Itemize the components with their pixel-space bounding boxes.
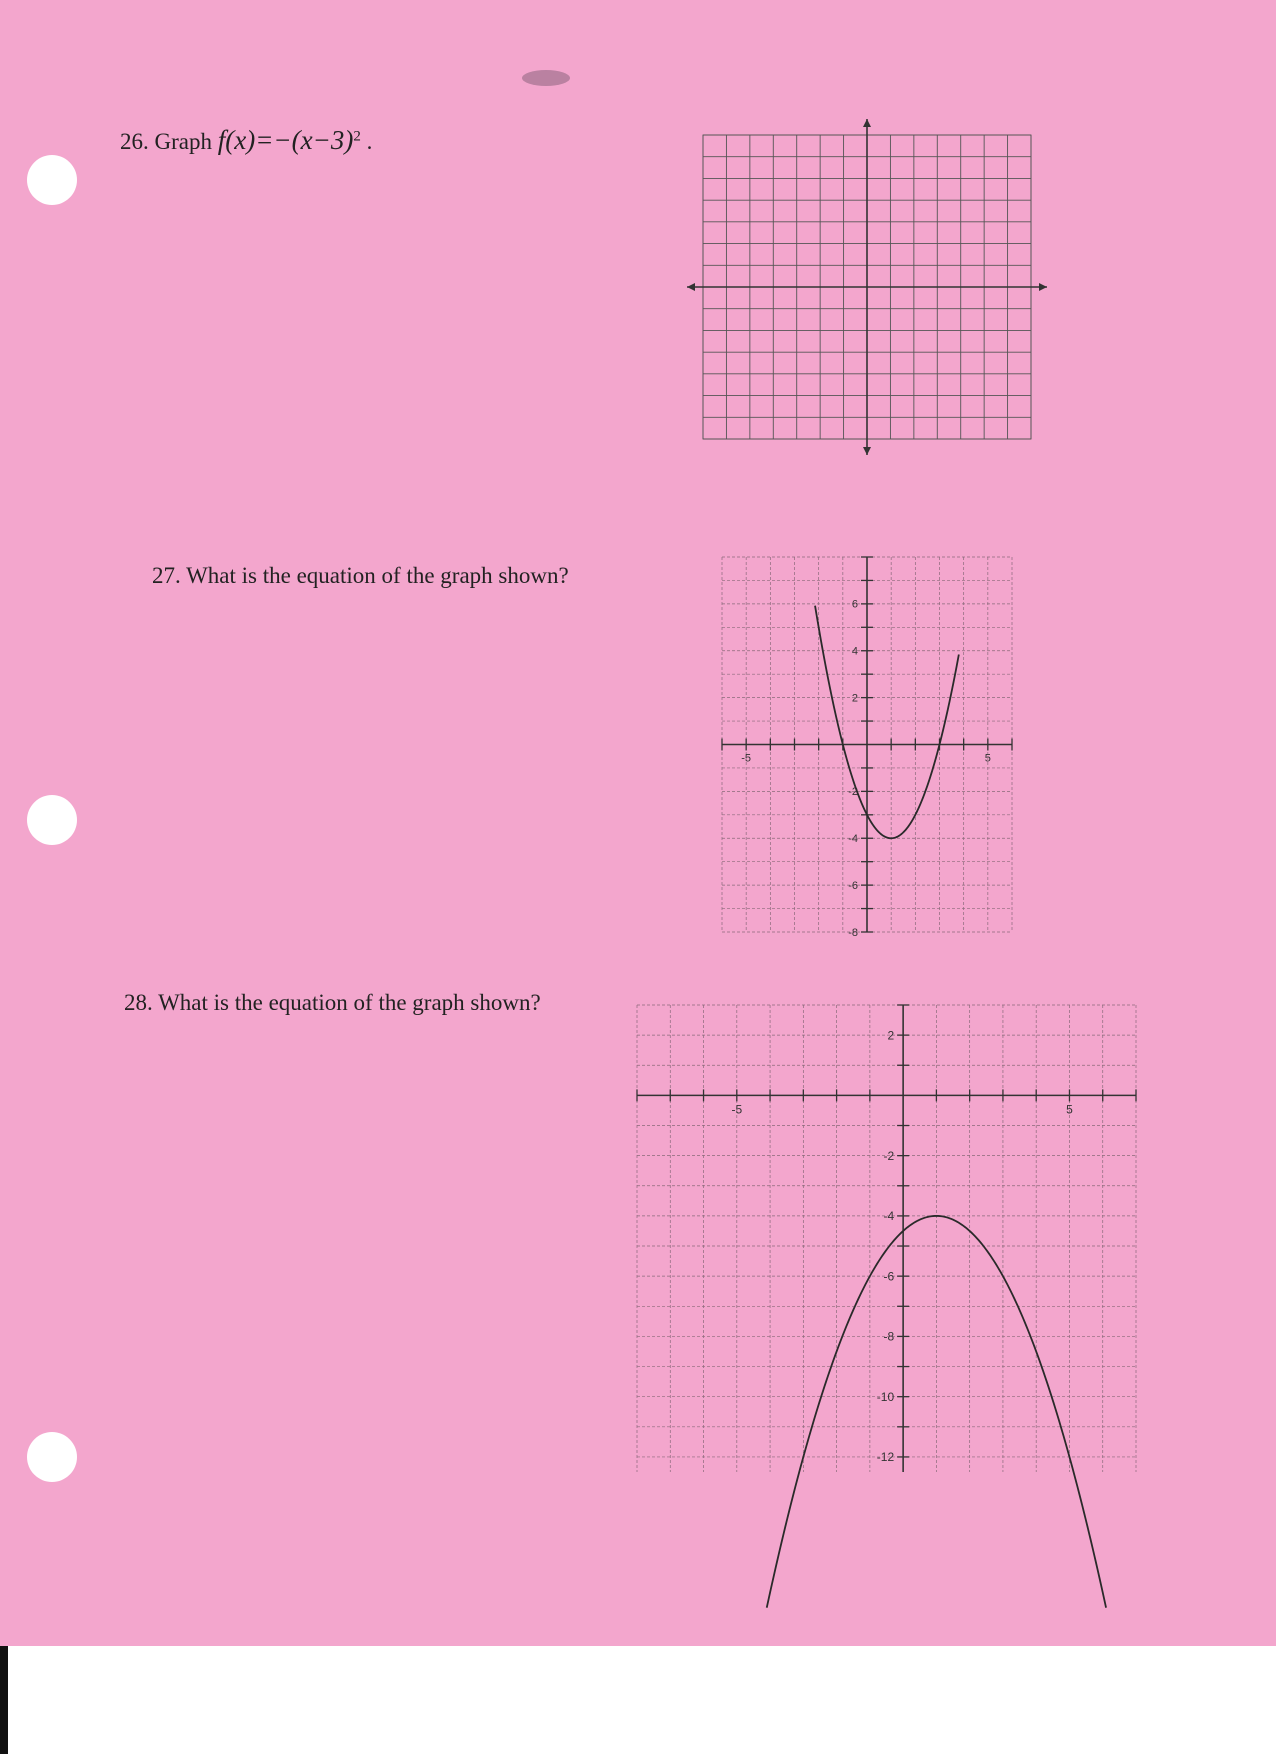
y-tick-label: 6 [851, 598, 858, 611]
y-tick-label: -6 [883, 1269, 895, 1284]
y-tick-label: -12 [876, 1450, 895, 1465]
y-tick-label: -2 [848, 786, 858, 799]
question-text: What is the equation of the graph shown? [158, 990, 541, 1015]
y-tick-label: -2 [883, 1148, 895, 1163]
y-tick-label: -8 [848, 926, 858, 939]
x-tick-label: 5 [984, 752, 991, 765]
function-formula: f(x)=−(x−3) [217, 125, 354, 155]
question-text: What is the equation of the graph shown? [186, 563, 569, 588]
question-number: 28. [124, 990, 153, 1015]
y-tick-label: -4 [848, 833, 858, 846]
y-tick-label: -8 [883, 1329, 895, 1344]
y-tick-label: 4 [851, 645, 858, 658]
y-tick-label: -10 [876, 1389, 895, 1404]
question-number: 27. [152, 563, 181, 588]
y-tick-label: -6 [848, 879, 858, 892]
question-number: 26. [120, 129, 149, 154]
y-tick-label: 2 [887, 1028, 895, 1043]
y-tick-label: 2 [851, 692, 858, 705]
formula-exponent: 2 [353, 128, 361, 145]
x-tick-label: 5 [1066, 1102, 1073, 1117]
y-tick-label: -4 [883, 1209, 895, 1224]
question-text: Graph [154, 129, 212, 154]
question-trailing: . [366, 129, 373, 154]
x-tick-label: -5 [741, 752, 752, 765]
x-tick-label: -5 [731, 1102, 743, 1117]
